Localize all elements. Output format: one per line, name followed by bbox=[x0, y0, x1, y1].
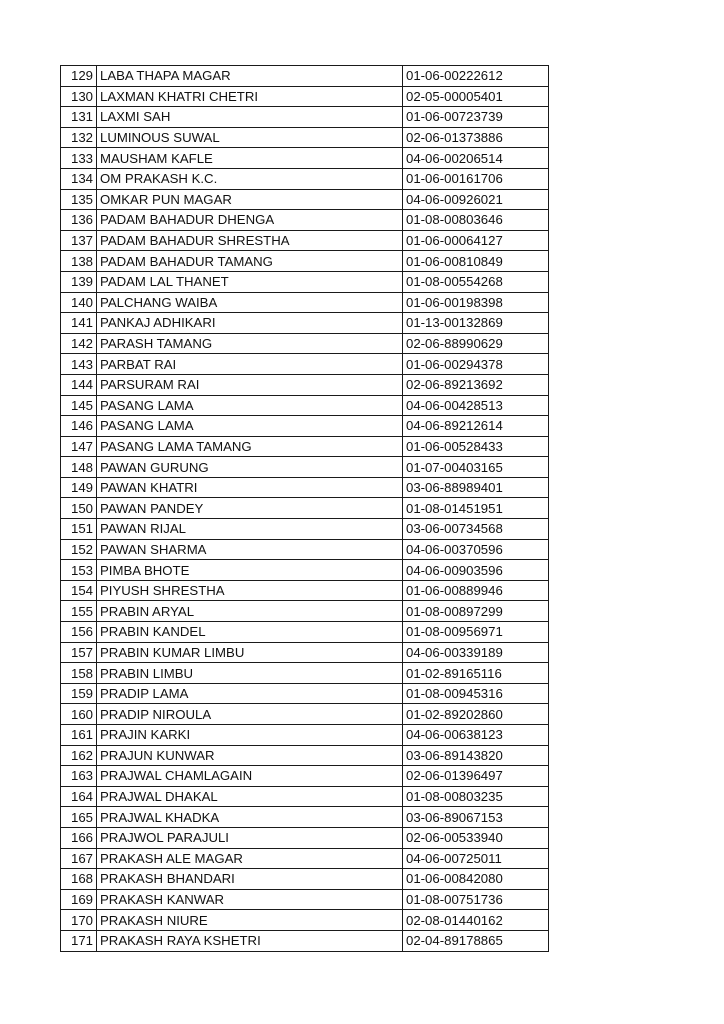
id-number-cell: 03-06-89143820 bbox=[403, 745, 549, 766]
serial-number-cell: 156 bbox=[61, 622, 97, 643]
serial-number-cell: 132 bbox=[61, 127, 97, 148]
name-cell: PRAKASH ALE MAGAR bbox=[97, 848, 403, 869]
serial-number-cell: 161 bbox=[61, 725, 97, 746]
serial-number-cell: 146 bbox=[61, 416, 97, 437]
name-cell: PRABIN ARYAL bbox=[97, 601, 403, 622]
id-number-cell: 04-06-00926021 bbox=[403, 189, 549, 210]
id-number-cell: 04-06-00725011 bbox=[403, 848, 549, 869]
id-number-cell: 01-06-00528433 bbox=[403, 436, 549, 457]
serial-number-cell: 138 bbox=[61, 251, 97, 272]
id-number-cell: 02-06-01373886 bbox=[403, 127, 549, 148]
name-cell: PADAM LAL THANET bbox=[97, 271, 403, 292]
serial-number-cell: 137 bbox=[61, 230, 97, 251]
id-number-cell: 01-08-00897299 bbox=[403, 601, 549, 622]
id-number-cell: 02-06-01396497 bbox=[403, 766, 549, 787]
serial-number-cell: 157 bbox=[61, 642, 97, 663]
table-row bbox=[61, 889, 549, 910]
table-row bbox=[61, 292, 549, 313]
table-row bbox=[61, 210, 549, 231]
table-row bbox=[61, 230, 549, 251]
id-number-cell: 04-06-00903596 bbox=[403, 560, 549, 581]
serial-number-cell: 155 bbox=[61, 601, 97, 622]
serial-number-cell: 144 bbox=[61, 374, 97, 395]
table-row bbox=[61, 313, 549, 334]
serial-number-cell: 167 bbox=[61, 848, 97, 869]
serial-number-cell: 160 bbox=[61, 704, 97, 725]
id-number-cell: 01-08-01451951 bbox=[403, 498, 549, 519]
table-row bbox=[61, 127, 549, 148]
roster-table bbox=[60, 65, 549, 952]
id-number-cell: 01-06-00064127 bbox=[403, 230, 549, 251]
name-cell: PIMBA BHOTE bbox=[97, 560, 403, 581]
name-cell: PRAKASH RAYA KSHETRI bbox=[97, 930, 403, 951]
serial-number-cell: 140 bbox=[61, 292, 97, 313]
table-row bbox=[61, 807, 549, 828]
table-row bbox=[61, 622, 549, 643]
id-number-cell: 01-06-00842080 bbox=[403, 869, 549, 890]
serial-number-cell: 129 bbox=[61, 66, 97, 87]
table-row bbox=[61, 601, 549, 622]
serial-number-cell: 131 bbox=[61, 107, 97, 128]
name-cell: PRADIP NIROULA bbox=[97, 704, 403, 725]
name-cell: LAXMI SAH bbox=[97, 107, 403, 128]
id-number-cell: 02-06-00533940 bbox=[403, 827, 549, 848]
id-number-cell: 04-06-00638123 bbox=[403, 725, 549, 746]
table-row bbox=[61, 786, 549, 807]
serial-number-cell: 151 bbox=[61, 519, 97, 540]
serial-number-cell: 152 bbox=[61, 539, 97, 560]
name-cell: PARSURAM RAI bbox=[97, 374, 403, 395]
table-row bbox=[61, 580, 549, 601]
id-number-cell: 03-06-00734568 bbox=[403, 519, 549, 540]
serial-number-cell: 158 bbox=[61, 663, 97, 684]
id-number-cell: 01-06-00198398 bbox=[403, 292, 549, 313]
serial-number-cell: 148 bbox=[61, 457, 97, 478]
name-cell: PADAM BAHADUR SHRESTHA bbox=[97, 230, 403, 251]
name-cell: PIYUSH SHRESTHA bbox=[97, 580, 403, 601]
serial-number-cell: 154 bbox=[61, 580, 97, 601]
table-row bbox=[61, 395, 549, 416]
serial-number-cell: 133 bbox=[61, 148, 97, 169]
table-row bbox=[61, 827, 549, 848]
table-row bbox=[61, 683, 549, 704]
name-cell: PRABIN KANDEL bbox=[97, 622, 403, 643]
id-number-cell: 01-08-00554268 bbox=[403, 271, 549, 292]
id-number-cell: 01-02-89202860 bbox=[403, 704, 549, 725]
id-number-cell: 01-13-00132869 bbox=[403, 313, 549, 334]
table-row bbox=[61, 930, 549, 951]
id-number-cell: 03-06-88989401 bbox=[403, 477, 549, 498]
table-row bbox=[61, 725, 549, 746]
serial-number-cell: 159 bbox=[61, 683, 97, 704]
name-cell: MAUSHAM KAFLE bbox=[97, 148, 403, 169]
serial-number-cell: 134 bbox=[61, 168, 97, 189]
table-row bbox=[61, 457, 549, 478]
table-row bbox=[61, 107, 549, 128]
name-cell: PRAJWAL CHAMLAGAIN bbox=[97, 766, 403, 787]
id-number-cell: 01-08-00945316 bbox=[403, 683, 549, 704]
name-cell: PASANG LAMA bbox=[97, 416, 403, 437]
id-number-cell: 04-06-00206514 bbox=[403, 148, 549, 169]
table-row bbox=[61, 663, 549, 684]
id-number-cell: 01-08-00956971 bbox=[403, 622, 549, 643]
name-cell: PADAM BAHADUR DHENGA bbox=[97, 210, 403, 231]
serial-number-cell: 136 bbox=[61, 210, 97, 231]
name-cell: LUMINOUS SUWAL bbox=[97, 127, 403, 148]
serial-number-cell: 171 bbox=[61, 930, 97, 951]
serial-number-cell: 142 bbox=[61, 333, 97, 354]
roster-table-body bbox=[61, 66, 549, 952]
serial-number-cell: 166 bbox=[61, 827, 97, 848]
name-cell: PRABIN LIMBU bbox=[97, 663, 403, 684]
table-row bbox=[61, 560, 549, 581]
id-number-cell: 01-08-00751736 bbox=[403, 889, 549, 910]
table-row bbox=[61, 86, 549, 107]
name-cell: PRABIN KUMAR LIMBU bbox=[97, 642, 403, 663]
table-row bbox=[61, 148, 549, 169]
id-number-cell: 01-06-00723739 bbox=[403, 107, 549, 128]
serial-number-cell: 164 bbox=[61, 786, 97, 807]
name-cell: PALCHANG WAIBA bbox=[97, 292, 403, 313]
serial-number-cell: 163 bbox=[61, 766, 97, 787]
id-number-cell: 02-04-89178865 bbox=[403, 930, 549, 951]
table-row bbox=[61, 416, 549, 437]
name-cell: PAWAN GURUNG bbox=[97, 457, 403, 478]
name-cell: PANKAJ ADHIKARI bbox=[97, 313, 403, 334]
id-number-cell: 01-06-00810849 bbox=[403, 251, 549, 272]
name-cell: PRAJWAL KHADKA bbox=[97, 807, 403, 828]
serial-number-cell: 153 bbox=[61, 560, 97, 581]
name-cell: PASANG LAMA bbox=[97, 395, 403, 416]
serial-number-cell: 143 bbox=[61, 354, 97, 375]
table-row bbox=[61, 66, 549, 87]
table-row bbox=[61, 251, 549, 272]
serial-number-cell: 141 bbox=[61, 313, 97, 334]
name-cell: PRAJWAL DHAKAL bbox=[97, 786, 403, 807]
id-number-cell: 01-06-00161706 bbox=[403, 168, 549, 189]
name-cell: PRAKASH BHANDARI bbox=[97, 869, 403, 890]
id-number-cell: 01-08-00803646 bbox=[403, 210, 549, 231]
table-row bbox=[61, 704, 549, 725]
table-row bbox=[61, 271, 549, 292]
id-number-cell: 04-06-00428513 bbox=[403, 395, 549, 416]
table-row bbox=[61, 539, 549, 560]
id-number-cell: 01-06-00222612 bbox=[403, 66, 549, 87]
serial-number-cell: 139 bbox=[61, 271, 97, 292]
table-row bbox=[61, 498, 549, 519]
name-cell: LAXMAN KHATRI CHETRI bbox=[97, 86, 403, 107]
id-number-cell: 02-08-01440162 bbox=[403, 910, 549, 931]
serial-number-cell: 147 bbox=[61, 436, 97, 457]
id-number-cell: 04-06-89212614 bbox=[403, 416, 549, 437]
serial-number-cell: 168 bbox=[61, 869, 97, 890]
table-row bbox=[61, 374, 549, 395]
name-cell: OMKAR PUN MAGAR bbox=[97, 189, 403, 210]
name-cell: PAWAN RIJAL bbox=[97, 519, 403, 540]
serial-number-cell: 150 bbox=[61, 498, 97, 519]
serial-number-cell: 130 bbox=[61, 86, 97, 107]
table-row bbox=[61, 766, 549, 787]
name-cell: PRAKASH KANWAR bbox=[97, 889, 403, 910]
table-row bbox=[61, 519, 549, 540]
table-row bbox=[61, 910, 549, 931]
table-row bbox=[61, 848, 549, 869]
name-cell: PRAJIN KARKI bbox=[97, 725, 403, 746]
id-number-cell: 01-06-00889946 bbox=[403, 580, 549, 601]
name-cell: PARBAT RAI bbox=[97, 354, 403, 375]
serial-number-cell: 170 bbox=[61, 910, 97, 931]
name-cell: PARASH TAMANG bbox=[97, 333, 403, 354]
id-number-cell: 02-05-00005401 bbox=[403, 86, 549, 107]
serial-number-cell: 149 bbox=[61, 477, 97, 498]
name-cell: PRAJUN KUNWAR bbox=[97, 745, 403, 766]
table-row bbox=[61, 642, 549, 663]
serial-number-cell: 135 bbox=[61, 189, 97, 210]
serial-number-cell: 145 bbox=[61, 395, 97, 416]
name-cell: PAWAN PANDEY bbox=[97, 498, 403, 519]
name-cell: LABA THAPA MAGAR bbox=[97, 66, 403, 87]
serial-number-cell: 169 bbox=[61, 889, 97, 910]
table-row bbox=[61, 354, 549, 375]
id-number-cell: 02-06-88990629 bbox=[403, 333, 549, 354]
id-number-cell: 01-07-00403165 bbox=[403, 457, 549, 478]
table-row bbox=[61, 333, 549, 354]
id-number-cell: 01-02-89165116 bbox=[403, 663, 549, 684]
table-row bbox=[61, 436, 549, 457]
table-row bbox=[61, 189, 549, 210]
table-row bbox=[61, 168, 549, 189]
id-number-cell: 01-08-00803235 bbox=[403, 786, 549, 807]
table-row bbox=[61, 869, 549, 890]
name-cell: OM PRAKASH K.C. bbox=[97, 168, 403, 189]
name-cell: PAWAN KHATRI bbox=[97, 477, 403, 498]
name-cell: PRADIP LAMA bbox=[97, 683, 403, 704]
name-cell: PADAM BAHADUR TAMANG bbox=[97, 251, 403, 272]
name-cell: PRAJWOL PARAJULI bbox=[97, 827, 403, 848]
table-row bbox=[61, 477, 549, 498]
id-number-cell: 04-06-00370596 bbox=[403, 539, 549, 560]
table-row bbox=[61, 745, 549, 766]
id-number-cell: 03-06-89067153 bbox=[403, 807, 549, 828]
id-number-cell: 02-06-89213692 bbox=[403, 374, 549, 395]
name-cell: PRAKASH NIURE bbox=[97, 910, 403, 931]
name-cell: PAWAN SHARMA bbox=[97, 539, 403, 560]
name-cell: PASANG LAMA TAMANG bbox=[97, 436, 403, 457]
serial-number-cell: 165 bbox=[61, 807, 97, 828]
serial-number-cell: 162 bbox=[61, 745, 97, 766]
id-number-cell: 01-06-00294378 bbox=[403, 354, 549, 375]
id-number-cell: 04-06-00339189 bbox=[403, 642, 549, 663]
